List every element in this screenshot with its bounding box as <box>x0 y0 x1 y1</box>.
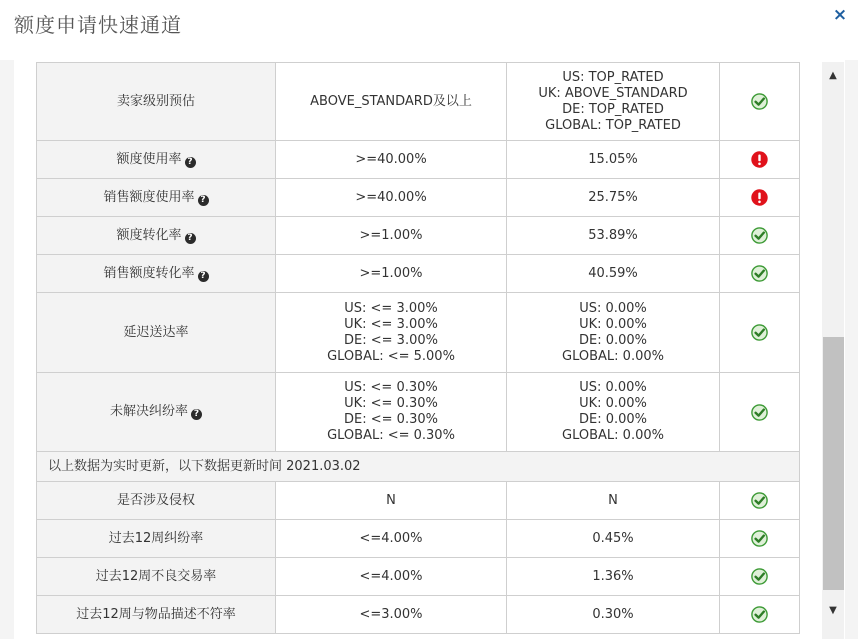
status-cell <box>720 558 800 596</box>
help-icon[interactable]: ? <box>198 195 209 206</box>
requirement-value: ABOVE_STANDARD及以上 <box>276 63 507 141</box>
table-row <box>37 558 800 596</box>
exclamation-circle-icon <box>751 190 768 205</box>
note-row <box>37 452 800 482</box>
status-cell <box>720 255 800 293</box>
dialog-title: 额度申请快速通道 <box>14 13 182 37</box>
exclamation-circle-icon <box>751 152 768 167</box>
criteria-label-cell <box>37 179 276 217</box>
check-circle-icon <box>751 325 768 340</box>
criteria-label-cell <box>37 482 276 520</box>
actual-value: 25.75% <box>507 179 720 217</box>
table-row <box>37 373 800 452</box>
status-cell <box>720 63 800 141</box>
requirement-value: >=40.00% <box>276 179 507 217</box>
table-row <box>37 255 800 293</box>
actual-value: US: 0.00% UK: 0.00% DE: 0.00% GLOBAL: 0.00% <box>507 373 720 452</box>
criteria-label: 过去12周与物品描述不符率 <box>76 606 236 622</box>
close-button[interactable]: × <box>832 5 848 25</box>
status-cell <box>720 179 800 217</box>
requirement-value: >=1.00% <box>276 217 507 255</box>
actual-value: US: 0.00% UK: 0.00% DE: 0.00% GLOBAL: 0.00% <box>507 293 720 373</box>
check-circle-icon <box>751 493 768 508</box>
actual-value: 53.89% <box>507 217 720 255</box>
criteria-label-cell <box>37 520 276 558</box>
help-icon[interactable]: ? <box>185 157 196 168</box>
actual-value: 40.59% <box>507 255 720 293</box>
status-cell <box>720 482 800 520</box>
requirement-value: <=3.00% <box>276 596 507 634</box>
requirement-value: <=4.00% <box>276 520 507 558</box>
criteria-label-cell <box>37 217 276 255</box>
check-circle-icon <box>751 228 768 243</box>
status-cell <box>720 217 800 255</box>
page-background-left <box>0 60 14 639</box>
actual-value: N <box>507 482 720 520</box>
requirement-value: N <box>276 482 507 520</box>
check-circle-icon <box>751 569 768 584</box>
table-row <box>37 217 800 255</box>
criteria-label: 延迟送达率 <box>123 324 189 340</box>
criteria-label-cell <box>37 293 276 373</box>
scrollbar-thumb[interactable] <box>823 337 844 590</box>
status-cell <box>720 373 800 452</box>
status-cell <box>720 293 800 373</box>
data-update-note: 以上数据为实时更新，以下数据更新时间 2021.03.02 <box>37 452 800 482</box>
check-circle-icon <box>751 94 768 109</box>
table-row <box>37 179 800 217</box>
actual-value: 0.30% <box>507 596 720 634</box>
criteria-label-cell <box>37 373 276 452</box>
table-row <box>37 596 800 634</box>
requirement-value: >=1.00% <box>276 255 507 293</box>
criteria-label: 过去12周不良交易率 <box>95 568 217 584</box>
requirement-value: US: <= 0.30% UK: <= 0.30% DE: <= 0.30% GLOBAL: <= 0.30% <box>276 373 507 452</box>
actual-value: US: TOP_RATED UK: ABOVE_STANDARD DE: TOP_RATED GLOBAL: TOP_RATED <box>507 63 720 141</box>
status-cell <box>720 596 800 634</box>
criteria-label-cell <box>37 141 276 179</box>
criteria-label-cell <box>37 255 276 293</box>
help-icon[interactable]: ? <box>191 409 202 420</box>
table-row <box>37 293 800 373</box>
dialog-body[interactable] <box>14 62 844 639</box>
actual-value: 15.05% <box>507 141 720 179</box>
scroll-down-arrow-icon[interactable]: ▼ <box>829 605 837 616</box>
check-circle-icon <box>751 531 768 546</box>
scroll-up-arrow-icon[interactable]: ▲ <box>829 70 837 81</box>
status-cell <box>720 141 800 179</box>
criteria-label: 是否涉及侵权 <box>116 492 195 508</box>
help-icon[interactable]: ? <box>198 271 209 282</box>
criteria-label: 销售额度使用率 <box>103 189 195 205</box>
criteria-label: 额度转化率 <box>116 227 182 243</box>
requirement-value: US: <= 3.00% UK: <= 3.00% DE: <= 3.00% GLOBAL: <= 5.00% <box>276 293 507 373</box>
table-row <box>37 141 800 179</box>
criteria-label: 过去12周纠纷率 <box>108 530 204 546</box>
actual-value: 0.45% <box>507 520 720 558</box>
status-cell <box>720 520 800 558</box>
check-circle-icon <box>751 266 768 281</box>
criteria-label: 卖家级别预估 <box>116 93 195 109</box>
table-row <box>37 520 800 558</box>
criteria-label-cell <box>37 596 276 634</box>
criteria-label: 销售额度转化率 <box>103 265 195 281</box>
criteria-label-cell <box>37 558 276 596</box>
check-circle-icon <box>751 607 768 622</box>
requirements-table <box>36 62 800 634</box>
requirement-value: >=40.00% <box>276 141 507 179</box>
actual-value: 1.36% <box>507 558 720 596</box>
page-background-right <box>845 60 858 639</box>
criteria-label: 未解决纠纷率 <box>109 404 188 419</box>
requirement-value: <=4.00% <box>276 558 507 596</box>
help-icon[interactable]: ? <box>185 233 196 244</box>
criteria-label: 额度使用率 <box>116 151 182 167</box>
criteria-label-cell <box>37 63 276 141</box>
check-circle-icon <box>751 405 768 420</box>
table-row <box>37 482 800 520</box>
table-row <box>37 63 800 141</box>
